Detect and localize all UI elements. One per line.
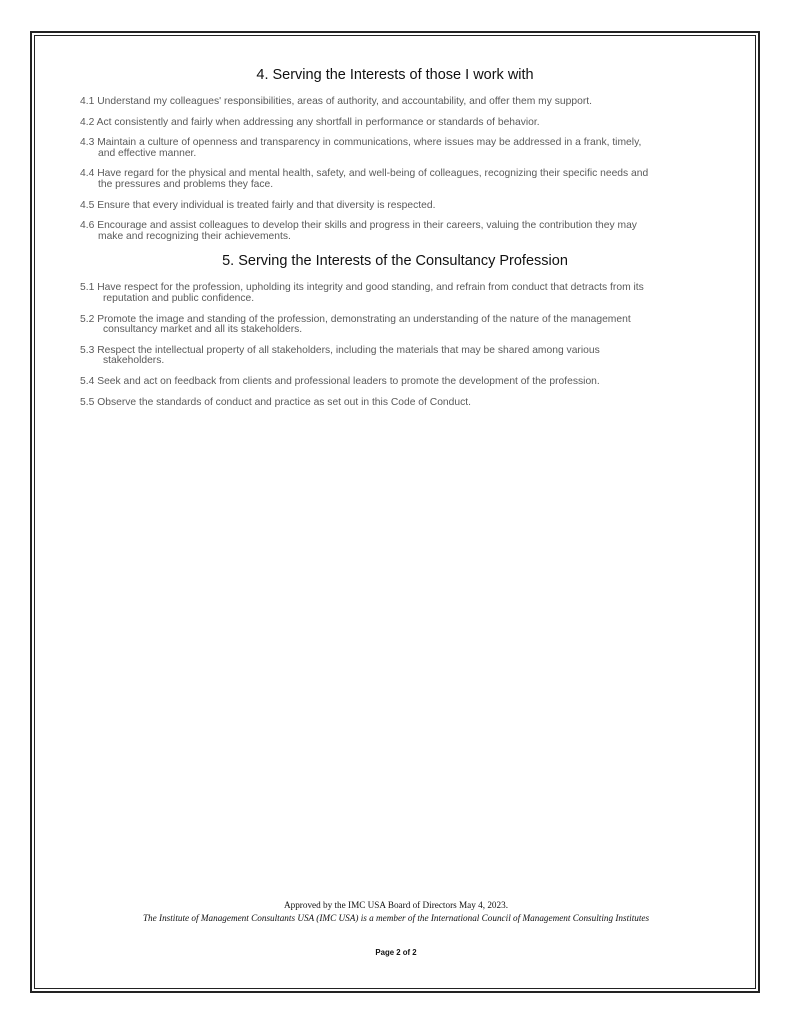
item-text: Observe the standards of conduct and practice as set out in this Code of Conduct.: [97, 396, 471, 408]
item-text-continued: the pressures and problems they face.: [98, 178, 274, 190]
item-text-continued: make and recognizing their achievements.: [98, 230, 291, 242]
item-text: Promote the image and standing of the profession, demonstrating an understanding of the nature of the management: [97, 313, 631, 325]
approval-note: Approved by the IMC USA Board of Directors May 4, 2023.: [283, 900, 509, 910]
item-number: 4.3: [80, 137, 95, 149]
item-number: 4.1: [80, 96, 95, 107]
list-item-4-2: [80, 118, 710, 129]
item-text-continued: reputation and public confidence.: [103, 292, 255, 304]
item-text: Have respect for the profession, upholding its integrity and good standing, and refrain from conduct that detracts from its: [97, 282, 644, 294]
item-text-continued: consultancy market and all its stakeholders.: [103, 324, 303, 336]
section-4-title: 4. Serving the Interests of those I work with: [256, 67, 534, 83]
item-number: 5.4: [80, 375, 95, 387]
section-5-list: [80, 283, 710, 408]
item-number: 5.3: [80, 344, 95, 356]
item-text: Respect the intellectual property of all stakeholders, including the materials that may be shared among various: [97, 344, 600, 356]
section-4-list: [80, 97, 710, 242]
list-item-5-4: [80, 377, 710, 388]
item-text: Ensure that every individual is treated fairly and that diversity is respected.: [97, 199, 436, 211]
item-text-continued: stakeholders.: [103, 355, 165, 367]
membership-note: The Institute of Management Consultants USA (IMC USA) is a member of the International Council of Management Consulting Institutes: [142, 913, 650, 923]
list-item-5-5: [80, 398, 710, 409]
list-item-5-3: [80, 346, 710, 367]
item-text: Understand my colleagues' responsibilities, areas of authority, and accountability, and offer them my support.: [97, 96, 592, 107]
item-number: 5.1: [80, 282, 95, 294]
list-item-5-1: [80, 283, 710, 304]
item-number: 4.6: [80, 220, 95, 232]
list-item-4-6: [80, 221, 710, 242]
document-body: [80, 66, 710, 418]
list-item-4-3: [80, 138, 710, 159]
list-item-4-1: [80, 97, 710, 108]
item-text: Have regard for the physical and mental health, safety, and well-being of colleagues, recognizing their specific needs and: [97, 168, 649, 180]
list-item-4-5: [80, 201, 710, 212]
item-number: 5.5: [80, 396, 95, 408]
item-number: 4.2: [80, 116, 95, 128]
item-text: Seek and act on feedback from clients and professional leaders to promote the development of the profession.: [97, 375, 600, 387]
section-5-title: 5. Serving the Interests of the Consultancy Profession: [222, 253, 568, 270]
item-text: Act consistently and fairly when addressing any shortfall in performance or standards of behavior.: [96, 116, 540, 128]
item-number: 5.2: [80, 313, 95, 325]
item-text: Encourage and assist colleagues to develop their skills and progress in their careers, valuing the contribution they may: [97, 220, 637, 232]
item-number: 4.4: [80, 168, 95, 180]
item-text: Maintain a culture of openness and transparency in communications, where issues may be addressed in a frank, timely,: [97, 137, 642, 149]
item-text-continued: and effective manner.: [98, 147, 197, 159]
list-item-5-2: [80, 315, 710, 336]
page-number: Page 2 of 2: [375, 948, 417, 957]
list-item-4-4: [80, 169, 710, 190]
item-number: 4.5: [80, 199, 95, 211]
